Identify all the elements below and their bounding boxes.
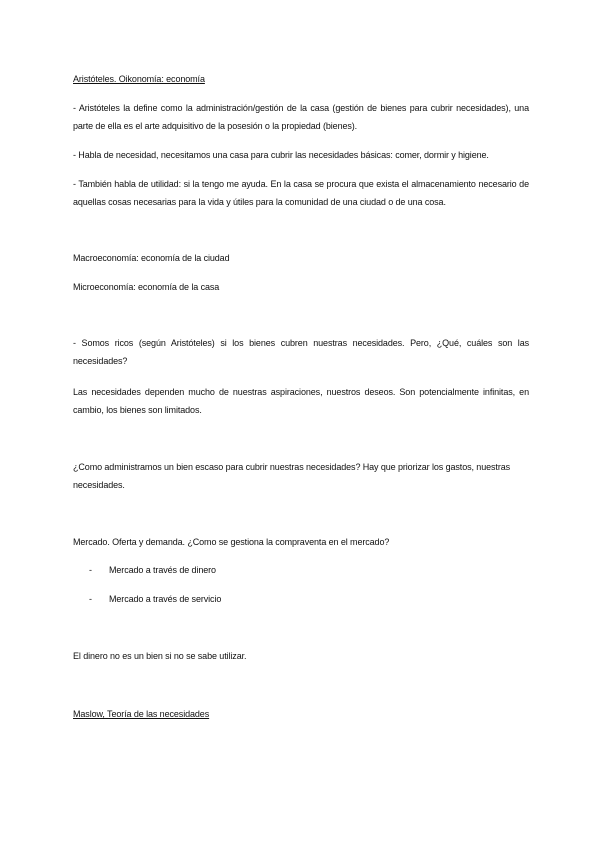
paragraph-aspiraciones: Las necesidades dependen mucho de nuestras aspiraciones, nuestros deseos. Son potencialmente infinitas, en cambio, los bienes son limitados. xyxy=(73,387,529,415)
macroeconomia-line: Macroeconomía: economía de la ciudad xyxy=(73,253,230,263)
bullet-item-servicio: Mercado a través de servicio xyxy=(109,594,222,604)
mercado-line: Mercado. Oferta y demanda. ¿Como se gestiona la compraventa en el mercado? xyxy=(73,537,390,547)
microeconomia-line: Microeconomía: economía de la casa xyxy=(73,282,220,292)
dinero-line: El dinero no es un bien si no se sabe utilizar. xyxy=(73,651,247,661)
bullet-dash: - xyxy=(89,594,92,604)
section-heading-aristoteles: Aristóteles. Oikonomía: economía xyxy=(73,74,205,84)
paragraph-utilidad: - También habla de utilidad: si la tengo me ayuda. En la casa se procura que exista el almacenamiento necesario de aquellas cosas necesarias para la vida y útiles para la comunidad de una ciudad o de una cosa. xyxy=(73,179,529,207)
paragraph-bien-escaso: ¿Como administramos un bien escaso para cubrir nuestras necesidades? Hay que priorizar los gastos, nuestras necesidades. xyxy=(73,462,511,490)
bullet-item-dinero: Mercado a través de dinero xyxy=(109,565,216,575)
bullet-dash: - xyxy=(89,565,92,575)
paragraph-necesidad: - Habla de necesidad, necesitamos una casa para cubrir las necesidades básicas: comer, dormir y higiene. xyxy=(73,150,489,160)
paragraph-ricos: - Somos ricos (según Aristóteles) si los bienes cubren nuestras necesidades. Pero, ¿Qué, cuáles son las necesidades? xyxy=(73,338,529,366)
section-heading-maslow: Maslow, Teoría de las necesidades xyxy=(73,709,210,719)
paragraph-definition: - Aristóteles la define como la administración/gestión de la casa (gestión de bienes para cubrir necesidades), una parte de ella es el arte adquisitivo de la posesión o la propiedad (bienes). xyxy=(73,103,529,131)
